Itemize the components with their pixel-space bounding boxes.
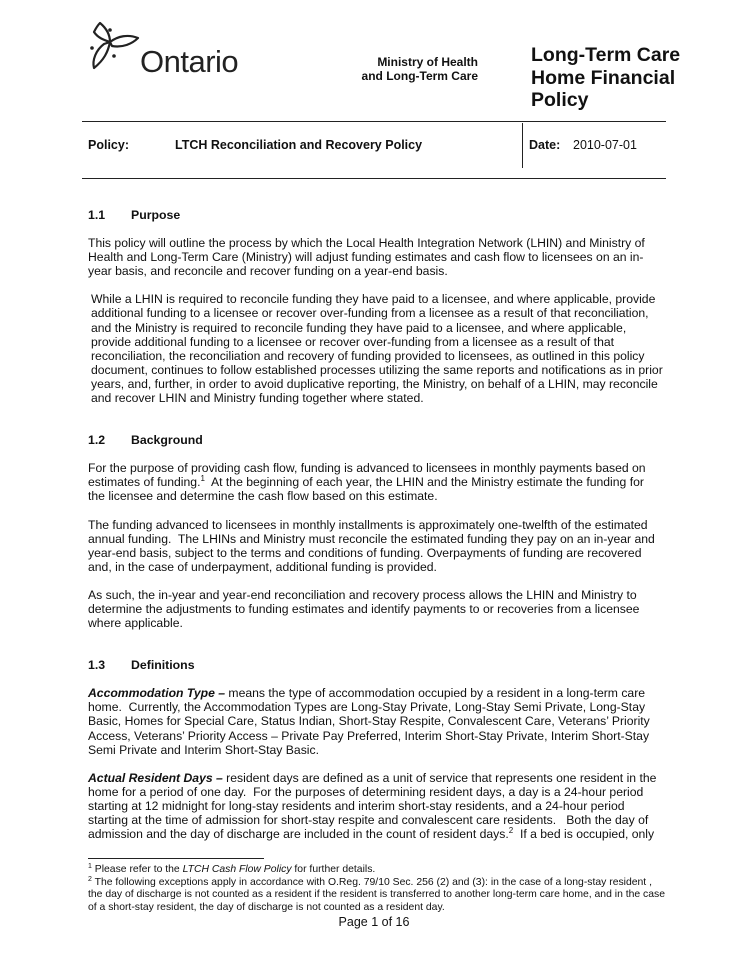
footnote-text: The following exceptions apply in accordance with O.Reg. 79/10 Sec. 256 (2) and (3): in the case of a long-stay resident , the day of discharge is not counted as a resident if the resident is transferred to another long-term care home, and in the case of a short-stay resident, the day of discharge is not counted as a resident day. [88,876,666,913]
section-background [88,433,663,630]
definition-text: means the type of accommodation occupied by a resident in a long-term care home. Currently, the Accommodation Types are Long-Stay Private, Long-Stay Semi Private, Long-Stay Basic, Homes for Special Care, Status Indian, Short-Stay Respite, Convalescent Care, Veterans’ Priority Access, Veterans’ Priority Access – Private Pay Preferred, Interim Short-Stay Private, Interim Short-Stay Semi Private and Interim Short-Stay Basic. [88,686,653,757]
footnote-1 [88,864,668,877]
header-divider-vertical [522,123,523,168]
section-title: Definitions [131,658,195,673]
paragraph: The funding advanced to licensees in monthly installments is approximately one-twelfth of the estimated annual funding. The LHINs and Ministry must reconcile the estimated funding they pay on an in-year and year-end basis, subject to the terms and conditions of funding. Overpayments of funding are recovered and, in the case of underpayment, additional funding is provided. [88,517,659,574]
policy-name: LTCH Reconciliation and Recovery Policy [175,138,423,152]
definition-text: If a bed is occupied, only [513,827,655,842]
ministry-name [330,55,478,83]
document-body [88,208,663,855]
footnote-ref[interactable]: 1 [200,474,205,484]
footnote-ref[interactable]: 2 [508,826,514,836]
logo-wordmark: Ontario [140,44,239,79]
title-line-2: Home Financial [531,66,676,89]
definition-item [88,771,663,841]
footnote-text: for further details. [291,864,376,875]
footnotes [88,864,668,914]
title-line-1: Long-Term Care [531,44,681,66]
section-definitions [88,658,663,841]
section-title: Purpose [131,208,181,222]
definition-term: Accommodation Type – [88,686,226,701]
section-purpose [88,208,663,405]
section-number: 1.1 [88,208,106,222]
footnote-marker: 2 [88,875,92,883]
paragraph: This policy will outline the process by which the Local Health Integration Network (LHIN) and Ministry of Health and Long-Term Care (Ministry) will adjust funding estimates and cash flow to licensees on an in-year basis, and reconcile and recover funding on a year-end basis. [88,236,645,279]
paragraph-text: For the purpose of providing cash flow, funding is advanced to licensees in monthly payments based on estimates of funding. [88,461,646,490]
ministry-line-2: and Long-Term Care [361,69,478,83]
definition-text: resident days are defined as a unit of service that represents one resident in the home for a period of one day. For the purposes of determining resident days, a day is a 24-hour period starting at 12 midnight for long-stay residents and interim short-stay residents, and a 24-hour period starting at the time of admission for short-stay respite and convalescent care residents. Both the day of admission and the day of discharge are included in the count of resident days. [88,770,660,842]
section-number: 1.3 [88,658,106,673]
paragraph-text: At the beginning of each year, the LHIN and the Ministry estimate the funding for the licensee and determine the cash flow based on this estimate. [88,475,648,504]
definition-term: Actual Resident Days – [88,770,223,785]
section-heading [88,208,663,222]
ministry-line-1: Ministry of Health [377,55,478,69]
footnote-text: Please refer to the [91,864,183,875]
paragraph [88,461,663,503]
title-line-3: Policy [531,89,589,111]
footnote-separator [88,858,264,859]
paragraph: While a LHIN is required to reconcile funding they have paid to a licensee, and where applicable, provide additional funding to a licensee or recover over-funding from a licensee as a result of that reconciliation, and the Ministry is required to reconcile funding they have paid to a licensee, and where applicable, provide additional funding to a licensee or recover over-funding from a licensee as a result of that reconciliation, the reconciliation and recovery of funding provided to licensees, as outlined in this policy document, continues to follow established processes utilizing the same reports and notifications as in prior years, and, further, in order to avoid duplicative reporting, the Ministry, on behalf of a LHIN, may reconcile and recover LHIN and Ministry funding together where stated. [91,292,663,406]
paragraph: As such, the in-year and year-end reconciliation and recovery process allows the LHIN and Ministry to determine the adjustments to funding estimates and identify payments to or recoveries from a licensee where applicable. [88,587,640,631]
section-number: 1.2 [88,433,106,448]
date-label: Date: [529,138,561,152]
ontario-logo [88,20,248,80]
section-heading [88,433,663,447]
date-value: 2010-07-01 [573,138,637,152]
document-title [531,44,680,112]
footnote-reference-title: LTCH Cash Flow Policy [182,864,292,875]
policy-label: Policy: [88,138,129,152]
trillium-icon [88,20,144,76]
section-heading [88,658,663,672]
section-title: Background [131,433,203,448]
header-divider-top [82,121,666,122]
definition-item [88,686,663,756]
header-divider-bottom [82,178,666,179]
footnote-2 [88,877,668,915]
page-indicator: Page 1 of 16 [338,915,410,929]
footnote-marker: 1 [88,863,92,870]
